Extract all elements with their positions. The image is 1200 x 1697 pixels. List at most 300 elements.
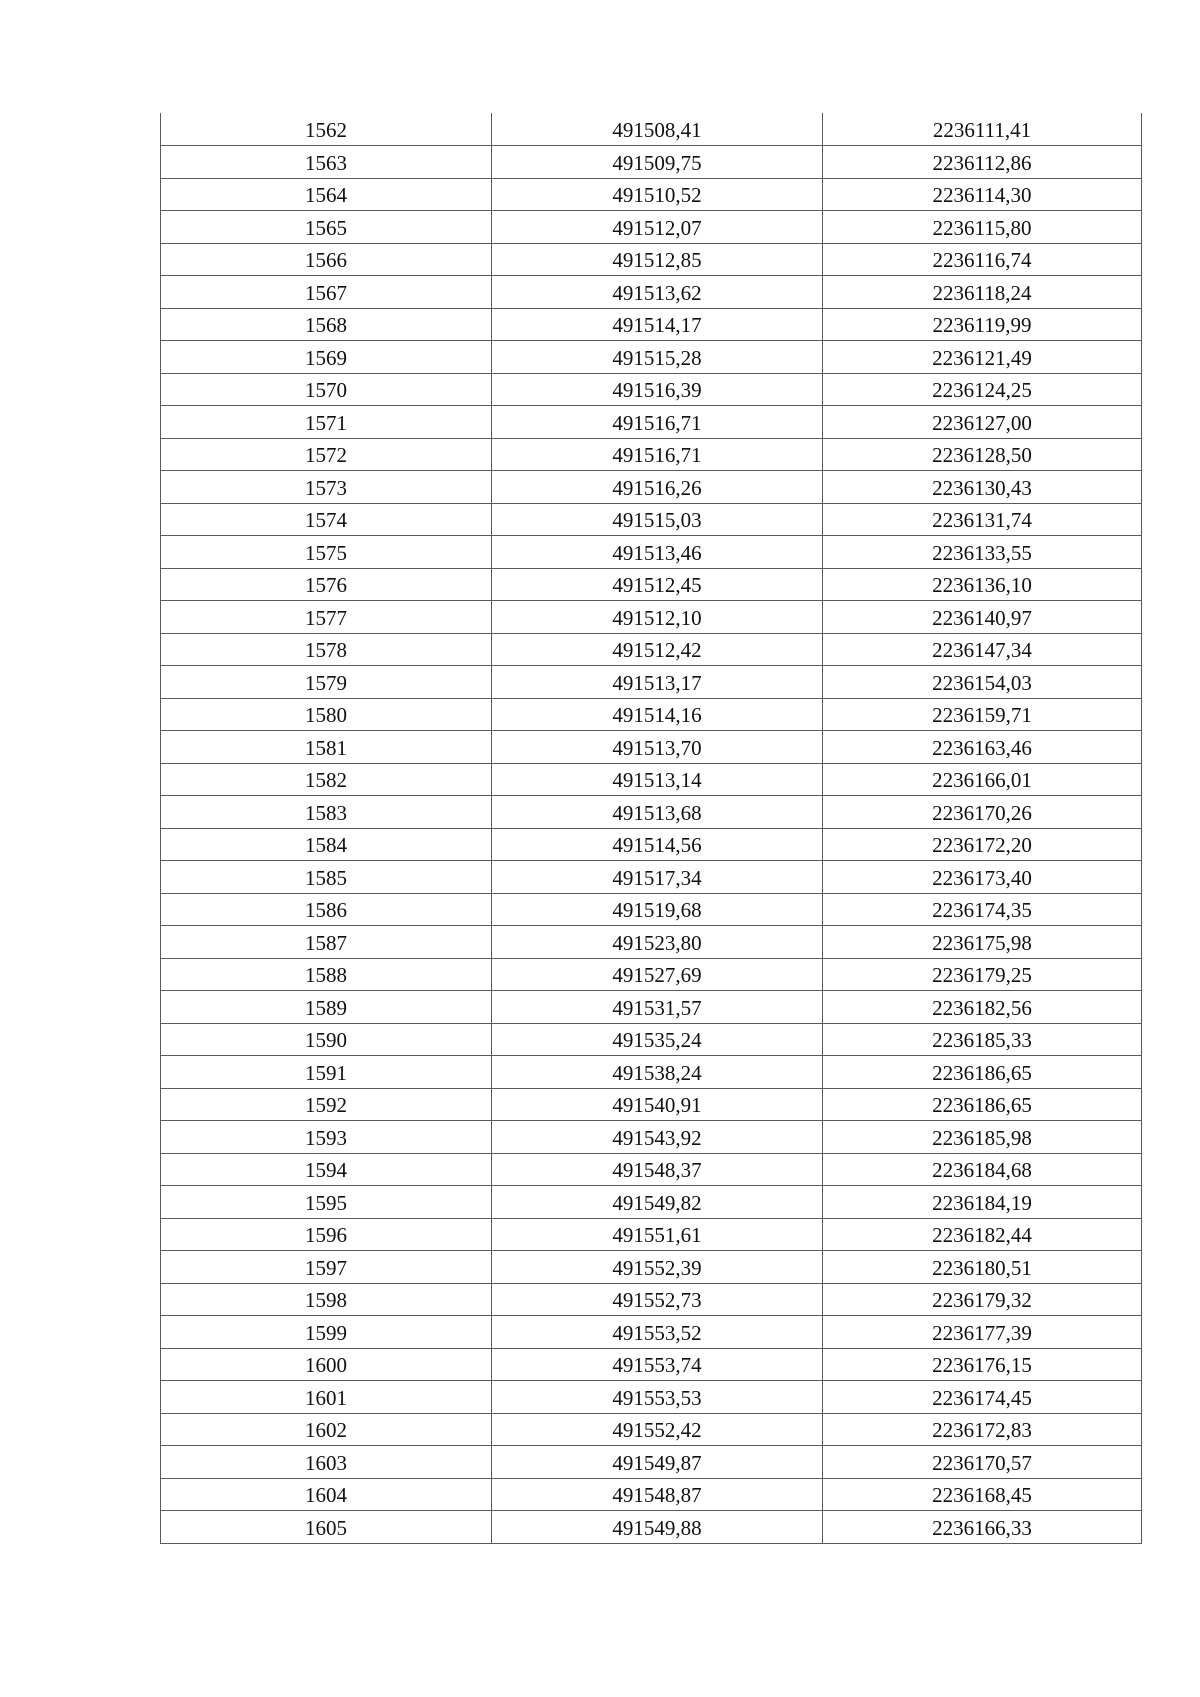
- table-row: [161, 958, 1142, 991]
- x-coordinate-cell: [492, 1413, 823, 1446]
- cell-text: 491517,34: [612, 865, 702, 890]
- table-row: [161, 471, 1142, 504]
- x-coordinate-cell: [492, 568, 823, 601]
- cell-text: 491512,42: [612, 638, 702, 662]
- cell-text: 491512,45: [612, 573, 702, 597]
- cell-text: 491513,68: [612, 800, 702, 825]
- point-number-cell: [161, 1088, 492, 1121]
- cell-text: 491513,17: [612, 670, 702, 695]
- cell-text: 1573: [305, 475, 347, 500]
- cell-text: 491549,87: [612, 1450, 702, 1475]
- cell-text: 1563: [305, 150, 347, 175]
- x-coordinate-cell: [492, 698, 823, 731]
- x-coordinate-cell: [492, 146, 823, 179]
- cell-text: 491552,39: [612, 1255, 702, 1280]
- y-coordinate-cell: [823, 438, 1142, 471]
- y-coordinate-cell: [823, 113, 1142, 146]
- point-number-cell: [161, 828, 492, 861]
- point-number-cell: [161, 796, 492, 829]
- cell-text: 491516,71: [612, 443, 702, 467]
- cell-text: 2236115,80: [932, 215, 1032, 240]
- cell-text: 1572: [305, 443, 347, 467]
- cell-text: 491515,03: [612, 508, 702, 532]
- table-row: [161, 1023, 1142, 1056]
- point-number-cell: [161, 763, 492, 796]
- cell-text: 491516,26: [612, 475, 702, 500]
- y-coordinate-cell: [823, 893, 1142, 926]
- table-row: [161, 373, 1142, 406]
- table-row: [161, 568, 1142, 601]
- x-coordinate-cell: [492, 536, 823, 569]
- y-coordinate-cell: [823, 1381, 1142, 1414]
- point-number-cell: [161, 1121, 492, 1154]
- x-coordinate-cell: [492, 731, 823, 764]
- y-coordinate-cell: [823, 536, 1142, 569]
- table-row: [161, 666, 1142, 699]
- point-number-cell: [161, 1478, 492, 1511]
- cell-text: 491551,61: [612, 1223, 702, 1247]
- cell-text: 1595: [305, 1190, 347, 1215]
- cell-text: 1580: [305, 703, 347, 727]
- cell-text: 1571: [305, 410, 347, 435]
- x-coordinate-cell: [492, 276, 823, 309]
- table-row: [161, 763, 1142, 796]
- cell-text: 1569: [305, 345, 347, 370]
- y-coordinate-cell: [823, 1348, 1142, 1381]
- cell-text: 2236174,45: [932, 1385, 1032, 1410]
- cell-text: 1584: [305, 833, 347, 857]
- point-number-cell: [161, 601, 492, 634]
- x-coordinate-cell: [492, 406, 823, 439]
- table-row: [161, 1186, 1142, 1219]
- table-row: [161, 178, 1142, 211]
- cell-text: 2236118,24: [932, 280, 1032, 305]
- y-coordinate-cell: [823, 601, 1142, 634]
- cell-text: 1565: [305, 215, 347, 240]
- cell-text: 1568: [305, 313, 347, 337]
- table-row: [161, 438, 1142, 471]
- cell-text: 1586: [305, 898, 347, 922]
- cell-text: 2236114,30: [932, 183, 1032, 207]
- table-row: [161, 1283, 1142, 1316]
- y-coordinate-cell: [823, 1316, 1142, 1349]
- table-row: [161, 211, 1142, 244]
- table-row: [161, 1348, 1142, 1381]
- x-coordinate-cell: [492, 438, 823, 471]
- cell-text: 1583: [305, 800, 347, 825]
- table-row: [161, 796, 1142, 829]
- cell-text: 2236128,50: [932, 443, 1032, 467]
- point-number-cell: [161, 536, 492, 569]
- x-coordinate-cell: [492, 763, 823, 796]
- cell-text: 491553,53: [612, 1385, 702, 1410]
- y-coordinate-cell: [823, 276, 1142, 309]
- x-coordinate-cell: [492, 1218, 823, 1251]
- coordinates-table-body: [161, 113, 1142, 1543]
- point-number-cell: [161, 1446, 492, 1479]
- coordinates-table: [160, 113, 1142, 1544]
- x-coordinate-cell: [492, 828, 823, 861]
- cell-text: 2236130,43: [932, 475, 1032, 500]
- cell-text: 2236163,46: [932, 735, 1032, 760]
- point-number-cell: [161, 861, 492, 894]
- point-number-cell: [161, 341, 492, 374]
- cell-text: 2236170,26: [932, 800, 1032, 825]
- y-coordinate-cell: [823, 828, 1142, 861]
- point-number-cell: [161, 1218, 492, 1251]
- cell-text: 1564: [305, 183, 347, 207]
- point-number-cell: [161, 276, 492, 309]
- cell-text: 1587: [305, 930, 347, 955]
- cell-text: 491549,88: [612, 1515, 702, 1540]
- table-row: [161, 1088, 1142, 1121]
- cell-text: 2236168,45: [932, 1483, 1032, 1507]
- x-coordinate-cell: [492, 113, 823, 146]
- y-coordinate-cell: [823, 211, 1142, 244]
- cell-text: 491540,91: [612, 1093, 702, 1117]
- cell-text: 1577: [305, 605, 347, 630]
- table-row: [161, 536, 1142, 569]
- cell-text: 1585: [305, 865, 347, 890]
- cell-text: 491513,46: [612, 540, 702, 565]
- x-coordinate-cell: [492, 861, 823, 894]
- cell-text: 1567: [305, 280, 347, 305]
- point-number-cell: [161, 958, 492, 991]
- table-row: [161, 1121, 1142, 1154]
- x-coordinate-cell: [492, 211, 823, 244]
- point-number-cell: [161, 1251, 492, 1284]
- cell-text: 1589: [305, 995, 347, 1020]
- y-coordinate-cell: [823, 178, 1142, 211]
- cell-text: 1581: [305, 735, 347, 760]
- point-number-cell: [161, 633, 492, 666]
- cell-text: 2236180,51: [932, 1255, 1032, 1280]
- cell-text: 491538,24: [612, 1060, 702, 1085]
- y-coordinate-cell: [823, 1153, 1142, 1186]
- cell-text: 2236127,00: [932, 410, 1032, 435]
- x-coordinate-cell: [492, 341, 823, 374]
- table-row: [161, 1251, 1142, 1284]
- cell-text: 491514,56: [612, 833, 702, 857]
- cell-text: 491513,62: [612, 280, 702, 305]
- cell-text: 491553,74: [612, 1353, 702, 1377]
- cell-text: 2236133,55: [932, 540, 1032, 565]
- y-coordinate-cell: [823, 308, 1142, 341]
- y-coordinate-cell: [823, 243, 1142, 276]
- cell-text: 491508,41: [612, 118, 702, 142]
- x-coordinate-cell: [492, 243, 823, 276]
- point-number-cell: [161, 471, 492, 504]
- y-coordinate-cell: [823, 1413, 1142, 1446]
- point-number-cell: [161, 211, 492, 244]
- table-row: [161, 406, 1142, 439]
- point-number-cell: [161, 243, 492, 276]
- point-number-cell: [161, 438, 492, 471]
- cell-text: 2236184,19: [932, 1190, 1032, 1215]
- y-coordinate-cell: [823, 568, 1142, 601]
- cell-text: 2236121,49: [932, 345, 1032, 370]
- cell-text: 491514,16: [612, 703, 702, 727]
- point-number-cell: [161, 1283, 492, 1316]
- table-row: [161, 861, 1142, 894]
- table-row: [161, 893, 1142, 926]
- cell-text: 2236112,86: [932, 150, 1032, 175]
- point-number-cell: [161, 666, 492, 699]
- x-coordinate-cell: [492, 1348, 823, 1381]
- cell-text: 2236147,34: [932, 638, 1032, 662]
- y-coordinate-cell: [823, 666, 1142, 699]
- x-coordinate-cell: [492, 1121, 823, 1154]
- cell-text: 2236174,35: [932, 898, 1032, 922]
- x-coordinate-cell: [492, 1511, 823, 1544]
- table-row: [161, 341, 1142, 374]
- point-number-cell: [161, 731, 492, 764]
- y-coordinate-cell: [823, 1121, 1142, 1154]
- table-row: [161, 1511, 1142, 1544]
- y-coordinate-cell: [823, 1186, 1142, 1219]
- x-coordinate-cell: [492, 926, 823, 959]
- table-row: [161, 828, 1142, 861]
- cell-text: 1602: [305, 1418, 347, 1442]
- cell-text: 1604: [305, 1483, 347, 1507]
- cell-text: 2236111,41: [932, 118, 1032, 142]
- table-row: [161, 1478, 1142, 1511]
- cell-text: 2236185,33: [932, 1028, 1032, 1052]
- cell-text: 1570: [305, 378, 347, 402]
- cell-text: 491552,42: [612, 1418, 702, 1442]
- table-row: [161, 991, 1142, 1024]
- table-row: [161, 601, 1142, 634]
- point-number-cell: [161, 406, 492, 439]
- table-row: [161, 276, 1142, 309]
- table-row: [161, 698, 1142, 731]
- y-coordinate-cell: [823, 763, 1142, 796]
- cell-text: 1596: [305, 1223, 347, 1247]
- point-number-cell: [161, 178, 492, 211]
- y-coordinate-cell: [823, 341, 1142, 374]
- cell-text: 2236176,15: [932, 1353, 1032, 1377]
- cell-text: 1590: [305, 1028, 347, 1052]
- y-coordinate-cell: [823, 698, 1142, 731]
- y-coordinate-cell: [823, 1283, 1142, 1316]
- cell-text: 2236182,44: [932, 1223, 1032, 1247]
- cell-text: 491516,39: [612, 378, 702, 402]
- cell-text: 1576: [305, 573, 347, 597]
- cell-text: 1599: [305, 1320, 347, 1345]
- y-coordinate-cell: [823, 146, 1142, 179]
- y-coordinate-cell: [823, 471, 1142, 504]
- cell-text: 2236186,65: [932, 1093, 1032, 1117]
- table-row: [161, 1153, 1142, 1186]
- x-coordinate-cell: [492, 1316, 823, 1349]
- cell-text: 2236166,01: [932, 768, 1032, 792]
- cell-text: 491523,80: [612, 930, 702, 955]
- y-coordinate-cell: [823, 1446, 1142, 1479]
- cell-text: 2236172,83: [932, 1418, 1032, 1442]
- cell-text: 2236159,71: [932, 703, 1032, 727]
- y-coordinate-cell: [823, 373, 1142, 406]
- y-coordinate-cell: [823, 958, 1142, 991]
- cell-text: 2236166,33: [932, 1515, 1032, 1540]
- point-number-cell: [161, 893, 492, 926]
- cell-text: 1588: [305, 963, 347, 987]
- x-coordinate-cell: [492, 893, 823, 926]
- table-row: [161, 1413, 1142, 1446]
- cell-text: 2236116,74: [932, 248, 1032, 272]
- point-number-cell: [161, 308, 492, 341]
- table-row: [161, 113, 1142, 146]
- cell-text: 2236179,25: [932, 963, 1032, 987]
- cell-text: 1597: [305, 1255, 347, 1280]
- x-coordinate-cell: [492, 991, 823, 1024]
- cell-text: 1578: [305, 638, 347, 662]
- cell-text: 2236186,65: [932, 1060, 1032, 1085]
- table-row: [161, 1218, 1142, 1251]
- x-coordinate-cell: [492, 178, 823, 211]
- point-number-cell: [161, 698, 492, 731]
- cell-text: 2236140,97: [932, 605, 1032, 630]
- cell-text: 1592: [305, 1093, 347, 1117]
- point-number-cell: [161, 1413, 492, 1446]
- x-coordinate-cell: [492, 1186, 823, 1219]
- y-coordinate-cell: [823, 1088, 1142, 1121]
- x-coordinate-cell: [492, 1153, 823, 1186]
- cell-text: 491512,07: [612, 215, 702, 240]
- cell-text: 1603: [305, 1450, 347, 1475]
- cell-text: 491519,68: [612, 898, 702, 922]
- cell-text: 2236119,99: [932, 313, 1032, 337]
- y-coordinate-cell: [823, 1478, 1142, 1511]
- y-coordinate-cell: [823, 406, 1142, 439]
- x-coordinate-cell: [492, 1056, 823, 1089]
- x-coordinate-cell: [492, 1283, 823, 1316]
- cell-text: 491516,71: [612, 410, 702, 435]
- cell-text: 1579: [305, 670, 347, 695]
- cell-text: 2236184,68: [932, 1158, 1032, 1182]
- point-number-cell: [161, 1153, 492, 1186]
- cell-text: 491513,70: [612, 735, 702, 760]
- point-number-cell: [161, 1316, 492, 1349]
- y-coordinate-cell: [823, 503, 1142, 536]
- x-coordinate-cell: [492, 958, 823, 991]
- cell-text: 491513,14: [612, 768, 702, 792]
- cell-text: 1575: [305, 540, 347, 565]
- x-coordinate-cell: [492, 308, 823, 341]
- cell-text: 1600: [305, 1353, 347, 1377]
- cell-text: 491515,28: [612, 345, 702, 370]
- cell-text: 2236179,32: [932, 1288, 1032, 1312]
- point-number-cell: [161, 568, 492, 601]
- cell-text: 2236170,57: [932, 1450, 1032, 1475]
- y-coordinate-cell: [823, 1511, 1142, 1544]
- x-coordinate-cell: [492, 503, 823, 536]
- point-number-cell: [161, 1381, 492, 1414]
- cell-text: 491510,52: [612, 183, 702, 207]
- cell-text: 491514,17: [612, 313, 702, 337]
- table-row: [161, 243, 1142, 276]
- cell-text: 2236175,98: [932, 930, 1032, 955]
- cell-text: 491535,24: [612, 1028, 702, 1052]
- table-row: [161, 926, 1142, 959]
- cell-text: 491531,57: [612, 995, 702, 1020]
- cell-text: 2236185,98: [932, 1125, 1032, 1150]
- cell-text: 1594: [305, 1158, 347, 1182]
- cell-text: 491552,73: [612, 1288, 702, 1312]
- point-number-cell: [161, 503, 492, 536]
- point-number-cell: [161, 1186, 492, 1219]
- y-coordinate-cell: [823, 796, 1142, 829]
- x-coordinate-cell: [492, 1088, 823, 1121]
- y-coordinate-cell: [823, 861, 1142, 894]
- cell-text: 491543,92: [612, 1125, 702, 1150]
- cell-text: 491512,85: [612, 248, 702, 272]
- cell-text: 1574: [305, 508, 347, 532]
- point-number-cell: [161, 373, 492, 406]
- cell-text: 1591: [305, 1060, 347, 1085]
- cell-text: 2236124,25: [932, 378, 1032, 402]
- y-coordinate-cell: [823, 1023, 1142, 1056]
- table-row: [161, 1316, 1142, 1349]
- cell-text: 491509,75: [612, 150, 702, 175]
- point-number-cell: [161, 1023, 492, 1056]
- cell-text: 2236177,39: [932, 1320, 1032, 1345]
- point-number-cell: [161, 113, 492, 146]
- x-coordinate-cell: [492, 1023, 823, 1056]
- cell-text: 2236131,74: [932, 508, 1032, 532]
- table-row: [161, 1056, 1142, 1089]
- table-row: [161, 1381, 1142, 1414]
- cell-text: 491548,37: [612, 1158, 702, 1182]
- x-coordinate-cell: [492, 1251, 823, 1284]
- y-coordinate-cell: [823, 731, 1142, 764]
- x-coordinate-cell: [492, 633, 823, 666]
- table-row: [161, 731, 1142, 764]
- point-number-cell: [161, 926, 492, 959]
- table-row: [161, 1446, 1142, 1479]
- cell-text: 1601: [305, 1385, 347, 1410]
- y-coordinate-cell: [823, 1251, 1142, 1284]
- x-coordinate-cell: [492, 471, 823, 504]
- y-coordinate-cell: [823, 926, 1142, 959]
- point-number-cell: [161, 146, 492, 179]
- cell-text: 1566: [305, 248, 347, 272]
- point-number-cell: [161, 1056, 492, 1089]
- y-coordinate-cell: [823, 991, 1142, 1024]
- cell-text: 491549,82: [612, 1190, 702, 1215]
- y-coordinate-cell: [823, 1056, 1142, 1089]
- y-coordinate-cell: [823, 633, 1142, 666]
- cell-text: 1582: [305, 768, 347, 792]
- cell-text: 2236182,56: [932, 995, 1032, 1020]
- point-number-cell: [161, 1511, 492, 1544]
- table-row: [161, 633, 1142, 666]
- cell-text: 1562: [305, 118, 347, 142]
- y-coordinate-cell: [823, 1218, 1142, 1251]
- x-coordinate-cell: [492, 666, 823, 699]
- point-number-cell: [161, 991, 492, 1024]
- x-coordinate-cell: [492, 796, 823, 829]
- cell-text: 1598: [305, 1288, 347, 1312]
- cell-text: 1605: [305, 1515, 347, 1540]
- cell-text: 491512,10: [612, 605, 702, 630]
- x-coordinate-cell: [492, 373, 823, 406]
- x-coordinate-cell: [492, 1446, 823, 1479]
- table-row: [161, 503, 1142, 536]
- cell-text: 491527,69: [612, 963, 702, 987]
- cell-text: 2236136,10: [932, 573, 1032, 597]
- cell-text: 2236154,03: [932, 670, 1032, 695]
- cell-text: 2236172,20: [932, 833, 1032, 857]
